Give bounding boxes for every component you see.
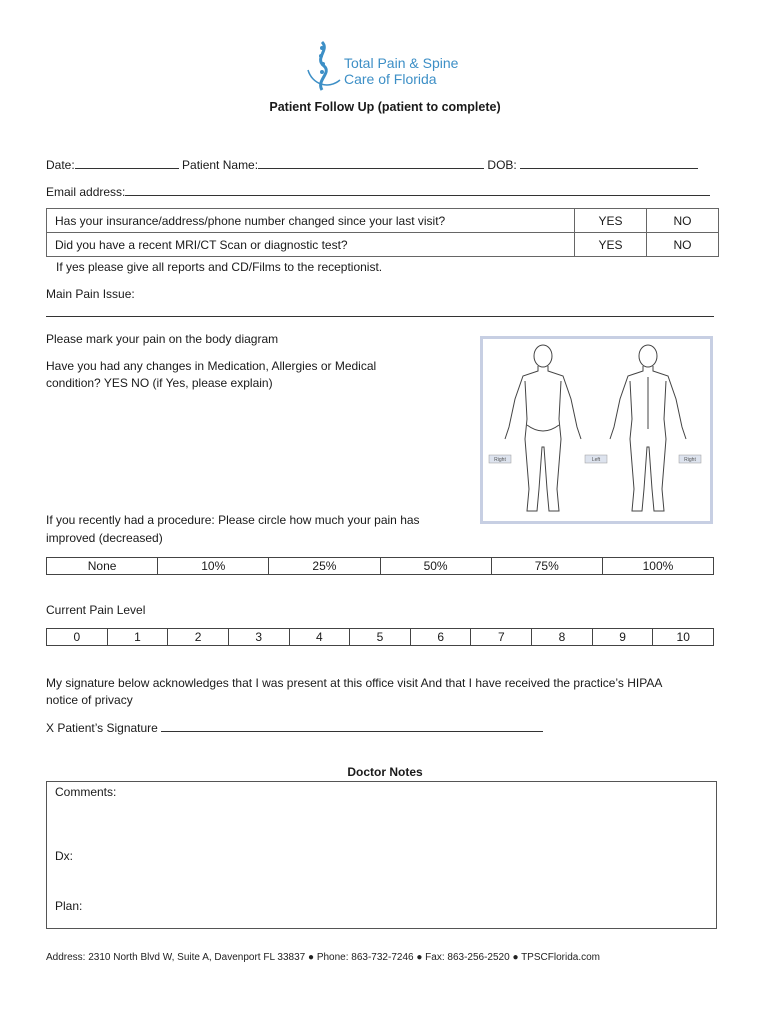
email-row — [46, 184, 710, 199]
doctor-notes-box[interactable] — [46, 781, 717, 929]
body-outline-icon — [483, 339, 710, 521]
logo-text-line1: Total Pain & Spine — [344, 55, 459, 71]
procedure-question-line2: improved (decreased) — [46, 531, 163, 545]
pain-level-option[interactable]: 8 — [532, 629, 593, 645]
improvement-scale — [46, 557, 714, 575]
patient-name-field[interactable] — [258, 157, 484, 169]
email-field[interactable] — [125, 184, 710, 196]
form-title: Patient Follow Up (patient to complete) — [269, 100, 501, 114]
personal-info-row — [46, 157, 698, 172]
dx-label: Dx: — [55, 849, 73, 863]
table-row — [47, 209, 719, 233]
question-text: Has your insurance/address/phone number changed since your last visit? — [47, 209, 575, 233]
date-label: Date: — [46, 158, 75, 172]
pain-level-option[interactable]: 6 — [411, 629, 472, 645]
yes-option[interactable]: YES — [575, 209, 647, 233]
logo-text-line2: Care of Florida — [344, 71, 437, 87]
pain-level-option[interactable]: 10 — [676, 630, 690, 644]
pain-level-option[interactable]: 4 — [290, 629, 351, 645]
email-label: Email address: — [46, 185, 126, 199]
improvement-option[interactable]: 25% — [269, 558, 380, 574]
body-diagram[interactable] — [480, 336, 713, 524]
improvement-option[interactable]: None — [47, 558, 158, 574]
changes-question-line1: Have you had any changes in Medication, Allergies or Medical — [46, 359, 377, 373]
changes-question-line2: condition? YES NO (if Yes, please explain) — [46, 376, 273, 390]
pain-level-option[interactable]: 0 — [47, 629, 108, 645]
signature-label: X Patient’s Signature — [46, 721, 158, 735]
signature-field[interactable] — [161, 720, 543, 732]
main-pain-label: Main Pain Issue: — [46, 287, 135, 301]
table-row — [47, 233, 719, 257]
improvement-option[interactable]: 10% — [158, 558, 269, 574]
improvement-option[interactable]: 50% — [381, 558, 492, 574]
footer-address: Address: 2310 North Blvd W, Suite A, Davenport FL 33837 ● Phone: 863-732-7246 ● Fax: 863-256-2520 ● TPSCFlorida.com — [46, 952, 600, 963]
pain-level-option[interactable]: 2 — [168, 629, 229, 645]
reports-note: If yes please give all reports and CD/Films to the receptionist. — [56, 260, 383, 274]
pain-level-option[interactable]: 9 — [593, 629, 654, 645]
practice-logo — [304, 40, 474, 92]
diagram-label-left-back: Left — [591, 457, 601, 463]
dob-label: DOB: — [487, 158, 517, 172]
pain-level-option[interactable]: 5 — [350, 629, 411, 645]
pain-level-option[interactable]: 1 — [108, 629, 169, 645]
procedure-question-line1: If you recently had a procedure: Please circle how much your pain has — [46, 513, 420, 527]
signature-row — [46, 720, 543, 735]
patient-name-label: Patient Name: — [182, 158, 259, 172]
current-pain-label: Current Pain Level — [46, 603, 146, 617]
date-field[interactable] — [75, 157, 179, 169]
question-text: Did you have a recent MRI/CT Scan or diagnostic test? — [47, 233, 575, 257]
pain-level-option[interactable]: 7 — [471, 629, 532, 645]
pain-level-scale — [46, 628, 714, 646]
acknowledgement-line2: notice of privacy — [46, 693, 133, 707]
no-option[interactable]: NO — [647, 233, 719, 257]
comments-label: Comments: — [55, 785, 117, 799]
doctor-notes-title: Doctor Notes — [347, 765, 423, 779]
no-option[interactable]: NO — [647, 209, 719, 233]
plan-label: Plan: — [55, 899, 83, 913]
improvement-option[interactable]: 75% — [492, 558, 603, 574]
main-pain-field[interactable] — [46, 316, 714, 317]
yes-option[interactable]: YES — [575, 233, 647, 257]
diagram-label-right-back: Right — [684, 457, 696, 463]
mark-pain-instruction: Please mark your pain on the body diagram — [46, 332, 279, 346]
dob-field[interactable] — [520, 157, 698, 169]
spine-logo-icon — [304, 40, 344, 92]
acknowledgement-line1: My signature below acknowledges that I was present at this office visit And that I have received the practice’s HIPAA — [46, 676, 663, 690]
diagram-label-right-front: Right — [494, 457, 506, 463]
pain-level-option[interactable]: 3 — [229, 629, 290, 645]
improvement-option[interactable]: 100% — [642, 559, 674, 573]
questions-table — [46, 208, 719, 257]
